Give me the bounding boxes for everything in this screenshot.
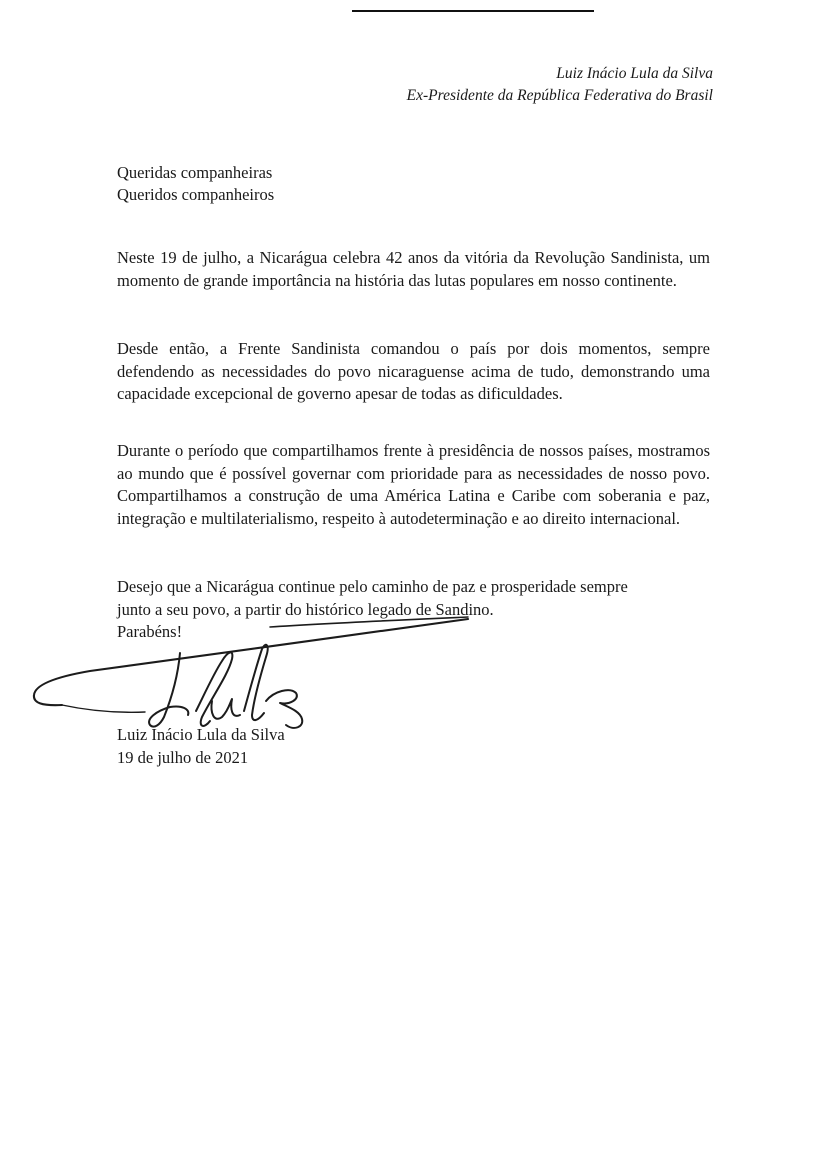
signature-stroke-l [149, 653, 188, 727]
signature-stroke-sweep-top [270, 617, 468, 627]
closing-line-2: junto a seu povo, a partir do histórico legado de Sandino. [117, 599, 494, 619]
body-paragraph-1: Neste 19 de julho, a Nicarágua celebra 42 anos da vitória da Revolução Sandinista, um momento de grande importância na história das lutas populares em nosso continente. [117, 248, 710, 290]
closing-line-1: Desejo que a Nicarágua continue pelo caminho de paz e prosperidade sempre [117, 577, 628, 596]
letterhead-name: Luiz Inácio Lula da Silva [556, 65, 713, 82]
body-paragraph-3: Durante o período que compartilhamos frente à presidência de nossos países, mostramos ao mundo que é possível governar com prioridade para as necessidades de nosso povo. Compartilhamos a construção de uma América Latina e Caribe com soberania e paz, integração e multilaterialismo, respeito à autodeterminação e ao direito internacional. [117, 441, 710, 528]
salutation-line-1: Queridas companheiras [117, 163, 273, 182]
signature-stroke-l2 [244, 645, 268, 720]
signatory-name: Luiz Inácio Lula da Silva [117, 725, 285, 744]
signature-stroke-a [266, 690, 302, 728]
letterhead [407, 63, 713, 107]
signature-stroke-loop [196, 652, 232, 726]
signature-stroke-sweep-under [62, 705, 145, 712]
salutation [117, 162, 274, 206]
signature-block [117, 724, 285, 769]
letterhead-title: Ex-Presidente da República Federativa do Brasil [406, 87, 713, 104]
salutation-line-2: Queridos companheiros [117, 185, 275, 204]
signature-date: 19 de julho de 2021 [117, 747, 249, 767]
signature-stroke-u [211, 699, 240, 719]
closing-line-3: Parabéns! [117, 622, 183, 641]
signature-stroke-sweep-long [34, 619, 468, 705]
top-rule [352, 10, 594, 12]
body-paragraph-2: Desde então, a Frente Sandinista comandou o país por dois momentos, sempre defendendo as necessidades do povo nicaraguense acima de tudo, demonstrando uma capacidade excepcional de governo apesar de todas as dificuldades. [117, 339, 710, 403]
